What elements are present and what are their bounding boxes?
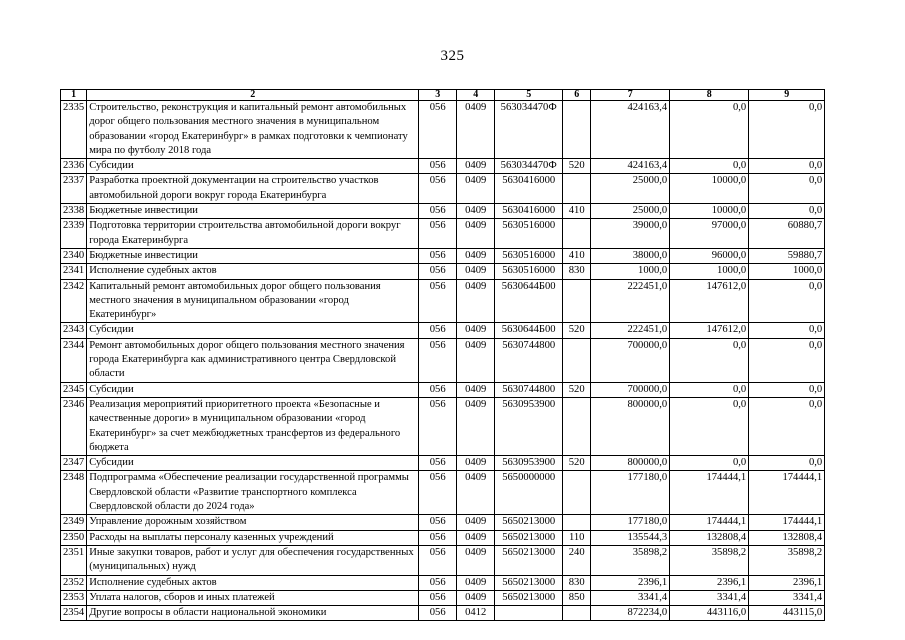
target-article-code: 5650213000: [495, 575, 563, 590]
expense-type-code: [563, 101, 591, 159]
row-number: 2344: [61, 338, 87, 382]
row-number: 2335: [61, 101, 87, 159]
table-row: [61, 530, 825, 545]
ministry-code: 056: [419, 159, 457, 174]
ministry-code: 056: [419, 397, 457, 455]
expense-type-code: 830: [563, 264, 591, 279]
table-row: [61, 101, 825, 159]
amount-col-7: 25000,0: [591, 204, 670, 219]
row-number: 2353: [61, 590, 87, 605]
amount-col-9: 0,0: [749, 204, 825, 219]
table-row: [61, 264, 825, 279]
expense-type-code: [563, 606, 591, 621]
section-code: 0409: [457, 101, 495, 159]
row-name: Расходы на выплаты персоналу казенных учреждений: [87, 530, 419, 545]
row-name: Управление дорожным хозяйством: [87, 515, 419, 530]
amount-col-9: 0,0: [749, 101, 825, 159]
amount-col-7: 3341,4: [591, 590, 670, 605]
amount-col-8: 132808,4: [670, 530, 749, 545]
section-code: 0409: [457, 471, 495, 515]
row-name: Капитальный ремонт автомобильных дорог общего пользования местного значения в муниципальном образовании «город Екатеринбург»: [87, 279, 419, 323]
target-article-code: 5630516000: [495, 248, 563, 263]
expense-type-code: [563, 174, 591, 204]
target-article-code: 563034470Ф: [495, 101, 563, 159]
amount-col-8: 443116,0: [670, 606, 749, 621]
section-code: 0409: [457, 338, 495, 382]
row-name: Исполнение судебных актов: [87, 264, 419, 279]
amount-col-9: 174444,1: [749, 515, 825, 530]
table-row: [61, 545, 825, 575]
table-row: [61, 159, 825, 174]
target-article-code: 5630744800: [495, 338, 563, 382]
expense-type-code: [563, 338, 591, 382]
table-row: [61, 338, 825, 382]
table-body: [61, 101, 825, 621]
expense-type-code: 830: [563, 575, 591, 590]
column-header: 1: [61, 90, 87, 101]
amount-col-8: 0,0: [670, 397, 749, 455]
row-name: Бюджетные инвестиции: [87, 248, 419, 263]
row-number: 2336: [61, 159, 87, 174]
row-number: 2348: [61, 471, 87, 515]
amount-col-9: 1000,0: [749, 264, 825, 279]
row-name: Субсидии: [87, 382, 419, 397]
amount-col-9: 132808,4: [749, 530, 825, 545]
row-number: 2349: [61, 515, 87, 530]
row-name: Иные закупки товаров, работ и услуг для обеспечения государственных (муниципальных) нужд: [87, 545, 419, 575]
amount-col-8: 97000,0: [670, 219, 749, 249]
amount-col-8: 174444,1: [670, 471, 749, 515]
ministry-code: 056: [419, 279, 457, 323]
row-name: Ремонт автомобильных дорог общего пользования местного значения города Екатеринбурга как административного центра Свердловской области: [87, 338, 419, 382]
amount-col-7: 700000,0: [591, 382, 670, 397]
budget-table: [60, 89, 825, 621]
column-header: 6: [563, 90, 591, 101]
ministry-code: 056: [419, 264, 457, 279]
expense-type-code: 410: [563, 248, 591, 263]
expense-type-code: 410: [563, 204, 591, 219]
section-code: 0409: [457, 159, 495, 174]
amount-col-7: 222451,0: [591, 279, 670, 323]
row-number: 2346: [61, 397, 87, 455]
target-article-code: 5630953900: [495, 397, 563, 455]
table-row: [61, 248, 825, 263]
section-code: 0409: [457, 204, 495, 219]
row-name: Бюджетные инвестиции: [87, 204, 419, 219]
ministry-code: 056: [419, 382, 457, 397]
amount-col-8: 147612,0: [670, 279, 749, 323]
row-number: 2339: [61, 219, 87, 249]
expense-type-code: [563, 397, 591, 455]
expense-type-code: 520: [563, 159, 591, 174]
ministry-code: 056: [419, 323, 457, 338]
section-code: 0409: [457, 575, 495, 590]
section-code: 0412: [457, 606, 495, 621]
ministry-code: 056: [419, 248, 457, 263]
row-number: 2345: [61, 382, 87, 397]
column-header: 4: [457, 90, 495, 101]
row-number: 2340: [61, 248, 87, 263]
row-name: Разработка проектной документации на строительство участков автомобильной дороги вокруг города Екатеринбурга: [87, 174, 419, 204]
section-code: 0409: [457, 515, 495, 530]
amount-col-9: 0,0: [749, 382, 825, 397]
ministry-code: 056: [419, 530, 457, 545]
table-row: [61, 575, 825, 590]
amount-col-8: 0,0: [670, 101, 749, 159]
ministry-code: 056: [419, 471, 457, 515]
row-name: Подпрограмма «Обеспечение реализации государственной программы Свердловской области «Развитие транспортного комплекса Свердловской области до 2024 года»: [87, 471, 419, 515]
ministry-code: 056: [419, 606, 457, 621]
amount-col-7: 424163,4: [591, 159, 670, 174]
section-code: 0409: [457, 264, 495, 279]
column-header: 5: [495, 90, 563, 101]
amount-col-8: 174444,1: [670, 515, 749, 530]
table-row: [61, 219, 825, 249]
expense-type-code: 110: [563, 530, 591, 545]
ministry-code: 056: [419, 545, 457, 575]
target-article-code: 5630416000: [495, 204, 563, 219]
target-article-code: 5630416000: [495, 174, 563, 204]
row-name: Строительство, реконструкция и капитальный ремонт автомобильных дорог общего пользования местного значения в муниципальном образовании «город Екатеринбург» в рамках подготовки к чемпионату мира по футболу 2018 года: [87, 101, 419, 159]
row-number: 2354: [61, 606, 87, 621]
section-code: 0409: [457, 323, 495, 338]
amount-col-8: 0,0: [670, 456, 749, 471]
expense-type-code: 520: [563, 382, 591, 397]
section-code: 0409: [457, 248, 495, 263]
amount-col-9: 174444,1: [749, 471, 825, 515]
row-number: 2341: [61, 264, 87, 279]
amount-col-7: 424163,4: [591, 101, 670, 159]
amount-col-8: 3341,4: [670, 590, 749, 605]
section-code: 0409: [457, 279, 495, 323]
table-row: [61, 471, 825, 515]
ministry-code: 056: [419, 204, 457, 219]
section-code: 0409: [457, 382, 495, 397]
amount-col-8: 0,0: [670, 159, 749, 174]
row-name: Уплата налогов, сборов и иных платежей: [87, 590, 419, 605]
row-name: Исполнение судебных актов: [87, 575, 419, 590]
section-code: 0409: [457, 530, 495, 545]
amount-col-7: 177180,0: [591, 515, 670, 530]
amount-col-9: 0,0: [749, 323, 825, 338]
section-code: 0409: [457, 590, 495, 605]
amount-col-9: 0,0: [749, 397, 825, 455]
amount-col-8: 35898,2: [670, 545, 749, 575]
amount-col-8: 2396,1: [670, 575, 749, 590]
row-number: 2350: [61, 530, 87, 545]
ministry-code: 056: [419, 338, 457, 382]
row-number: 2342: [61, 279, 87, 323]
amount-col-8: 147612,0: [670, 323, 749, 338]
amount-col-7: 1000,0: [591, 264, 670, 279]
table-row: [61, 590, 825, 605]
amount-col-7: 872234,0: [591, 606, 670, 621]
expense-type-code: 520: [563, 456, 591, 471]
amount-col-9: 0,0: [749, 159, 825, 174]
row-name: Подготовка территории строительства автомобильной дороги вокруг города Екатеринбурга: [87, 219, 419, 249]
section-code: 0409: [457, 174, 495, 204]
target-article-code: 5630644Б00: [495, 279, 563, 323]
amount-col-8: 0,0: [670, 338, 749, 382]
amount-col-9: 0,0: [749, 279, 825, 323]
amount-col-7: 700000,0: [591, 338, 670, 382]
table-row: [61, 323, 825, 338]
target-article-code: 5630516000: [495, 264, 563, 279]
amount-col-7: 25000,0: [591, 174, 670, 204]
row-name: Субсидии: [87, 323, 419, 338]
table-row: [61, 382, 825, 397]
ministry-code: 056: [419, 456, 457, 471]
ministry-code: 056: [419, 174, 457, 204]
amount-col-7: 800000,0: [591, 397, 670, 455]
expense-type-code: 850: [563, 590, 591, 605]
target-article-code: [495, 606, 563, 621]
table-row: [61, 515, 825, 530]
column-header: 3: [419, 90, 457, 101]
expense-type-code: [563, 279, 591, 323]
amount-col-7: 800000,0: [591, 456, 670, 471]
row-number: 2347: [61, 456, 87, 471]
amount-col-9: 2396,1: [749, 575, 825, 590]
column-header: 9: [749, 90, 825, 101]
target-article-code: 5650213000: [495, 590, 563, 605]
section-code: 0409: [457, 219, 495, 249]
table-row: [61, 174, 825, 204]
amount-col-9: 0,0: [749, 338, 825, 382]
row-number: 2351: [61, 545, 87, 575]
header-row: [61, 90, 825, 101]
amount-col-9: 59880,7: [749, 248, 825, 263]
amount-col-7: 177180,0: [591, 471, 670, 515]
section-code: 0409: [457, 456, 495, 471]
section-code: 0409: [457, 545, 495, 575]
amount-col-7: 35898,2: [591, 545, 670, 575]
amount-col-7: 135544,3: [591, 530, 670, 545]
target-article-code: 5650213000: [495, 530, 563, 545]
target-article-code: 5650213000: [495, 515, 563, 530]
amount-col-9: 3341,4: [749, 590, 825, 605]
table-row: [61, 606, 825, 621]
amount-col-7: 39000,0: [591, 219, 670, 249]
expense-type-code: 240: [563, 545, 591, 575]
row-number: 2352: [61, 575, 87, 590]
amount-col-9: 443115,0: [749, 606, 825, 621]
amount-col-9: 60880,7: [749, 219, 825, 249]
row-name: Другие вопросы в области национальной экономики: [87, 606, 419, 621]
amount-col-8: 10000,0: [670, 204, 749, 219]
column-header: 2: [87, 90, 419, 101]
target-article-code: 5630516000: [495, 219, 563, 249]
amount-col-9: 0,0: [749, 174, 825, 204]
table-row: [61, 279, 825, 323]
row-name: Субсидии: [87, 456, 419, 471]
amount-col-9: 35898,2: [749, 545, 825, 575]
expense-type-code: 520: [563, 323, 591, 338]
table-row: [61, 397, 825, 455]
row-number: 2337: [61, 174, 87, 204]
expense-type-code: [563, 219, 591, 249]
amount-col-8: 1000,0: [670, 264, 749, 279]
row-number: 2343: [61, 323, 87, 338]
amount-col-8: 10000,0: [670, 174, 749, 204]
ministry-code: 056: [419, 219, 457, 249]
ministry-code: 056: [419, 590, 457, 605]
column-header: 8: [670, 90, 749, 101]
expense-type-code: [563, 515, 591, 530]
amount-col-7: 222451,0: [591, 323, 670, 338]
amount-col-8: 0,0: [670, 382, 749, 397]
row-name: Реализация мероприятий приоритетного проекта «Безопасные и качественные дороги» в муниципальном образовании «город Екатеринбург» за счет межбюджетных трансфертов из федерального бюджета: [87, 397, 419, 455]
amount-col-8: 96000,0: [670, 248, 749, 263]
amount-col-9: 0,0: [749, 456, 825, 471]
amount-col-7: 2396,1: [591, 575, 670, 590]
target-article-code: 5630644Б00: [495, 323, 563, 338]
target-article-code: 5630744800: [495, 382, 563, 397]
page-number: 325: [440, 48, 465, 64]
ministry-code: 056: [419, 515, 457, 530]
column-header: 7: [591, 90, 670, 101]
ministry-code: 056: [419, 575, 457, 590]
table-row: [61, 456, 825, 471]
section-code: 0409: [457, 397, 495, 455]
row-name: Субсидии: [87, 159, 419, 174]
target-article-code: 563034470Ф: [495, 159, 563, 174]
table-row: [61, 204, 825, 219]
expense-type-code: [563, 471, 591, 515]
target-article-code: 5650213000: [495, 545, 563, 575]
ministry-code: 056: [419, 101, 457, 159]
target-article-code: 5650000000: [495, 471, 563, 515]
amount-col-7: 38000,0: [591, 248, 670, 263]
target-article-code: 5630953900: [495, 456, 563, 471]
row-number: 2338: [61, 204, 87, 219]
